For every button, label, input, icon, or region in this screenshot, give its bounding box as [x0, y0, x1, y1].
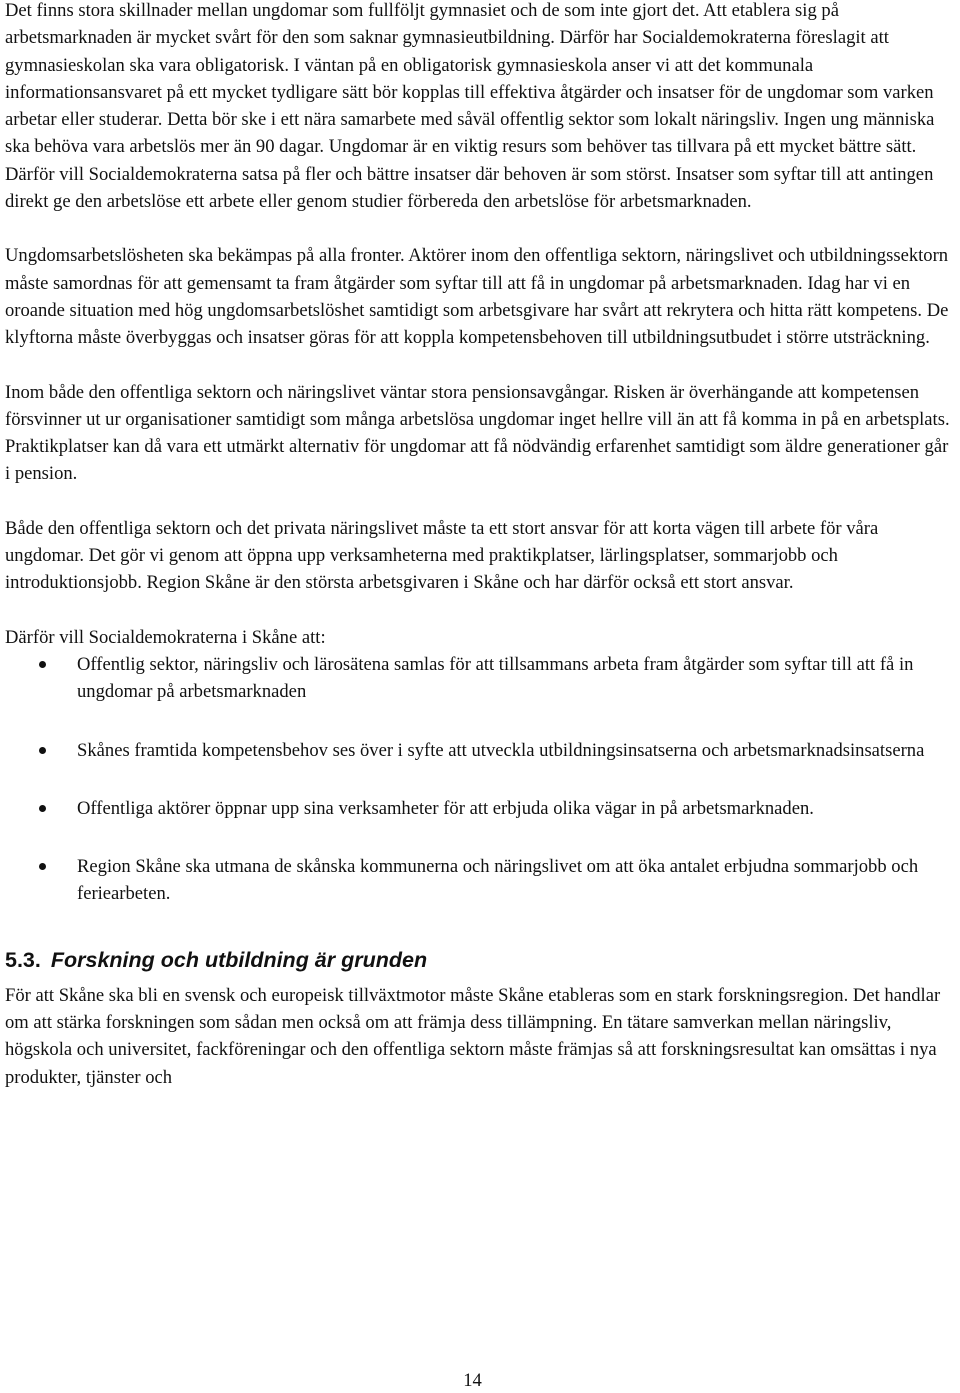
- paragraph-gymnasium: Det finns stora skillnader mellan ungdomar som fullföljt gymnasiet och de som inte gjort det. Att etablera sig på arbetsmarknaden är mycket svårt för den som saknar gymnasieutbildning. Därför har Socialdemokraterna föreslagit att gymnasieskolan ska vara obligatorisk. I väntan på en obligatorisk gymnasieskola anser vi att det kommunala informationsansvaret på ett mycket tydligare sätt bör kopplas till effektiva åtgärder och insatser för de ungdomar som varken arbetar eller studerar. Detta bör ske i ett nära samarbete med såväl offentlig sektor som lokalt näringsliv. Ingen ung människa ska behöva vara arbetslös mer än 90 dagar. Ungdomar är en viktig resurs som behöver tas tillvara på ett mycket bättre sätt. Därför vill Socialdemokraterna satsa på fler och bättre insatser där behoven är som störst. Insatser som syftar till att antingen direkt ge den arbetslöse ett arbete eller genom studier förbereda den arbetslöse för arbetsmarknaden.: [5, 0, 935, 213]
- bullet-icon: [39, 747, 46, 754]
- page-number: 14: [463, 1370, 482, 1391]
- paragraph-intro-list: Därför vill Socialdemokraterna i Skåne att:: [5, 626, 326, 648]
- paragraph-youth-unemployment: Ungdomsarbetslösheten ska bekämpas på alla fronter. Aktörer inom den offentliga sektorn, näringslivet och utbildningssektorn måste samordnas för att gemensamt ta fram åtgärder som syftar till att få in ungdomar på arbetsmarknaden. Idag har vi en oroande situation med hög ungdomsarbetslöshet samtidigt som arbetsgivare har svårt att rekrytera och hitta rätt kompetens. De klyftorna måste överbyggas och insatser göras för att koppla kompetensbehoven till utbildningsutbudet i större utsträckning.: [5, 245, 949, 349]
- bullet-icon: [39, 863, 46, 870]
- paragraph-responsibility: Både den offentliga sektorn och det privata näringslivet måste ta ett stort ansvar för att korta vägen till arbete för våra ungdomar. Det gör vi genom att öppna upp verksamheterna med praktikplatser, lärlingsplatser, sommarjobb och introduktionsjobb. Region Skåne är den största arbetsgivaren i Skåne och har därför också ett stort ansvar.: [5, 517, 879, 594]
- list-item: [5, 795, 950, 822]
- list-item-text: Skånes framtida kompetensbehov ses över i syfte att utveckla utbildningsinsatserna och arbetsmarknadsinsatserna: [77, 739, 925, 761]
- list-item: [5, 853, 950, 908]
- list-item-text: Offentlig sektor, näringsliv och lärosätena samlas för att tillsammans arbeta fram åtgärder som syftar till att få in ungdomar på arbetsmarknaden: [77, 653, 914, 703]
- bullet-list: [5, 651, 950, 908]
- document-page: [5, 0, 950, 1091]
- list-item-text: Region Skåne ska utmana de skånska kommunerna och näringslivet om att öka antalet erbjudna sommarjobb och feriearbeten.: [77, 856, 919, 905]
- list-item-text: Offentliga aktörer öppnar upp sina verksamheter för att erbjuda olika vägar in på arbetsmarknaden.: [77, 797, 814, 819]
- list-item: [5, 737, 950, 764]
- section-title: Forskning och utbildning är grunden: [50, 947, 428, 972]
- list-item: [5, 651, 950, 706]
- bullet-icon: [39, 661, 46, 668]
- paragraph-pensions: Inom både den offentliga sektorn och näringslivet väntar stora pensionsavgångar. Risken är överhängande att kompetensen försvinner ut ur organisationer samtidigt som många arbetslösa ungdomar inget hellre vill än att få komma in på en arbetsplats. Praktikplatser kan då vara ett utmärkt alternativ för ungdomar att få nödvändig erfarenhet samtidigt som äldre generationer går i pension.: [5, 381, 950, 485]
- section-heading: [5, 946, 950, 974]
- paragraph-research: För att Skåne ska bli en svensk och europeisk tillväxtmotor måste Skåne etableras som en stark forskningsregion. Det handlar om att stärka forskningen som sådan men också om att främja dess tillämpning. En tätare samverkan mellan näringsliv, högskola och universitet, fackföreningar och den offentliga sektorn måste främjas så att forskningsresultat kan omsättas i nya produkter, tjänster och: [5, 984, 941, 1088]
- section-number: 5.3.: [5, 947, 41, 972]
- bullet-icon: [39, 805, 46, 812]
